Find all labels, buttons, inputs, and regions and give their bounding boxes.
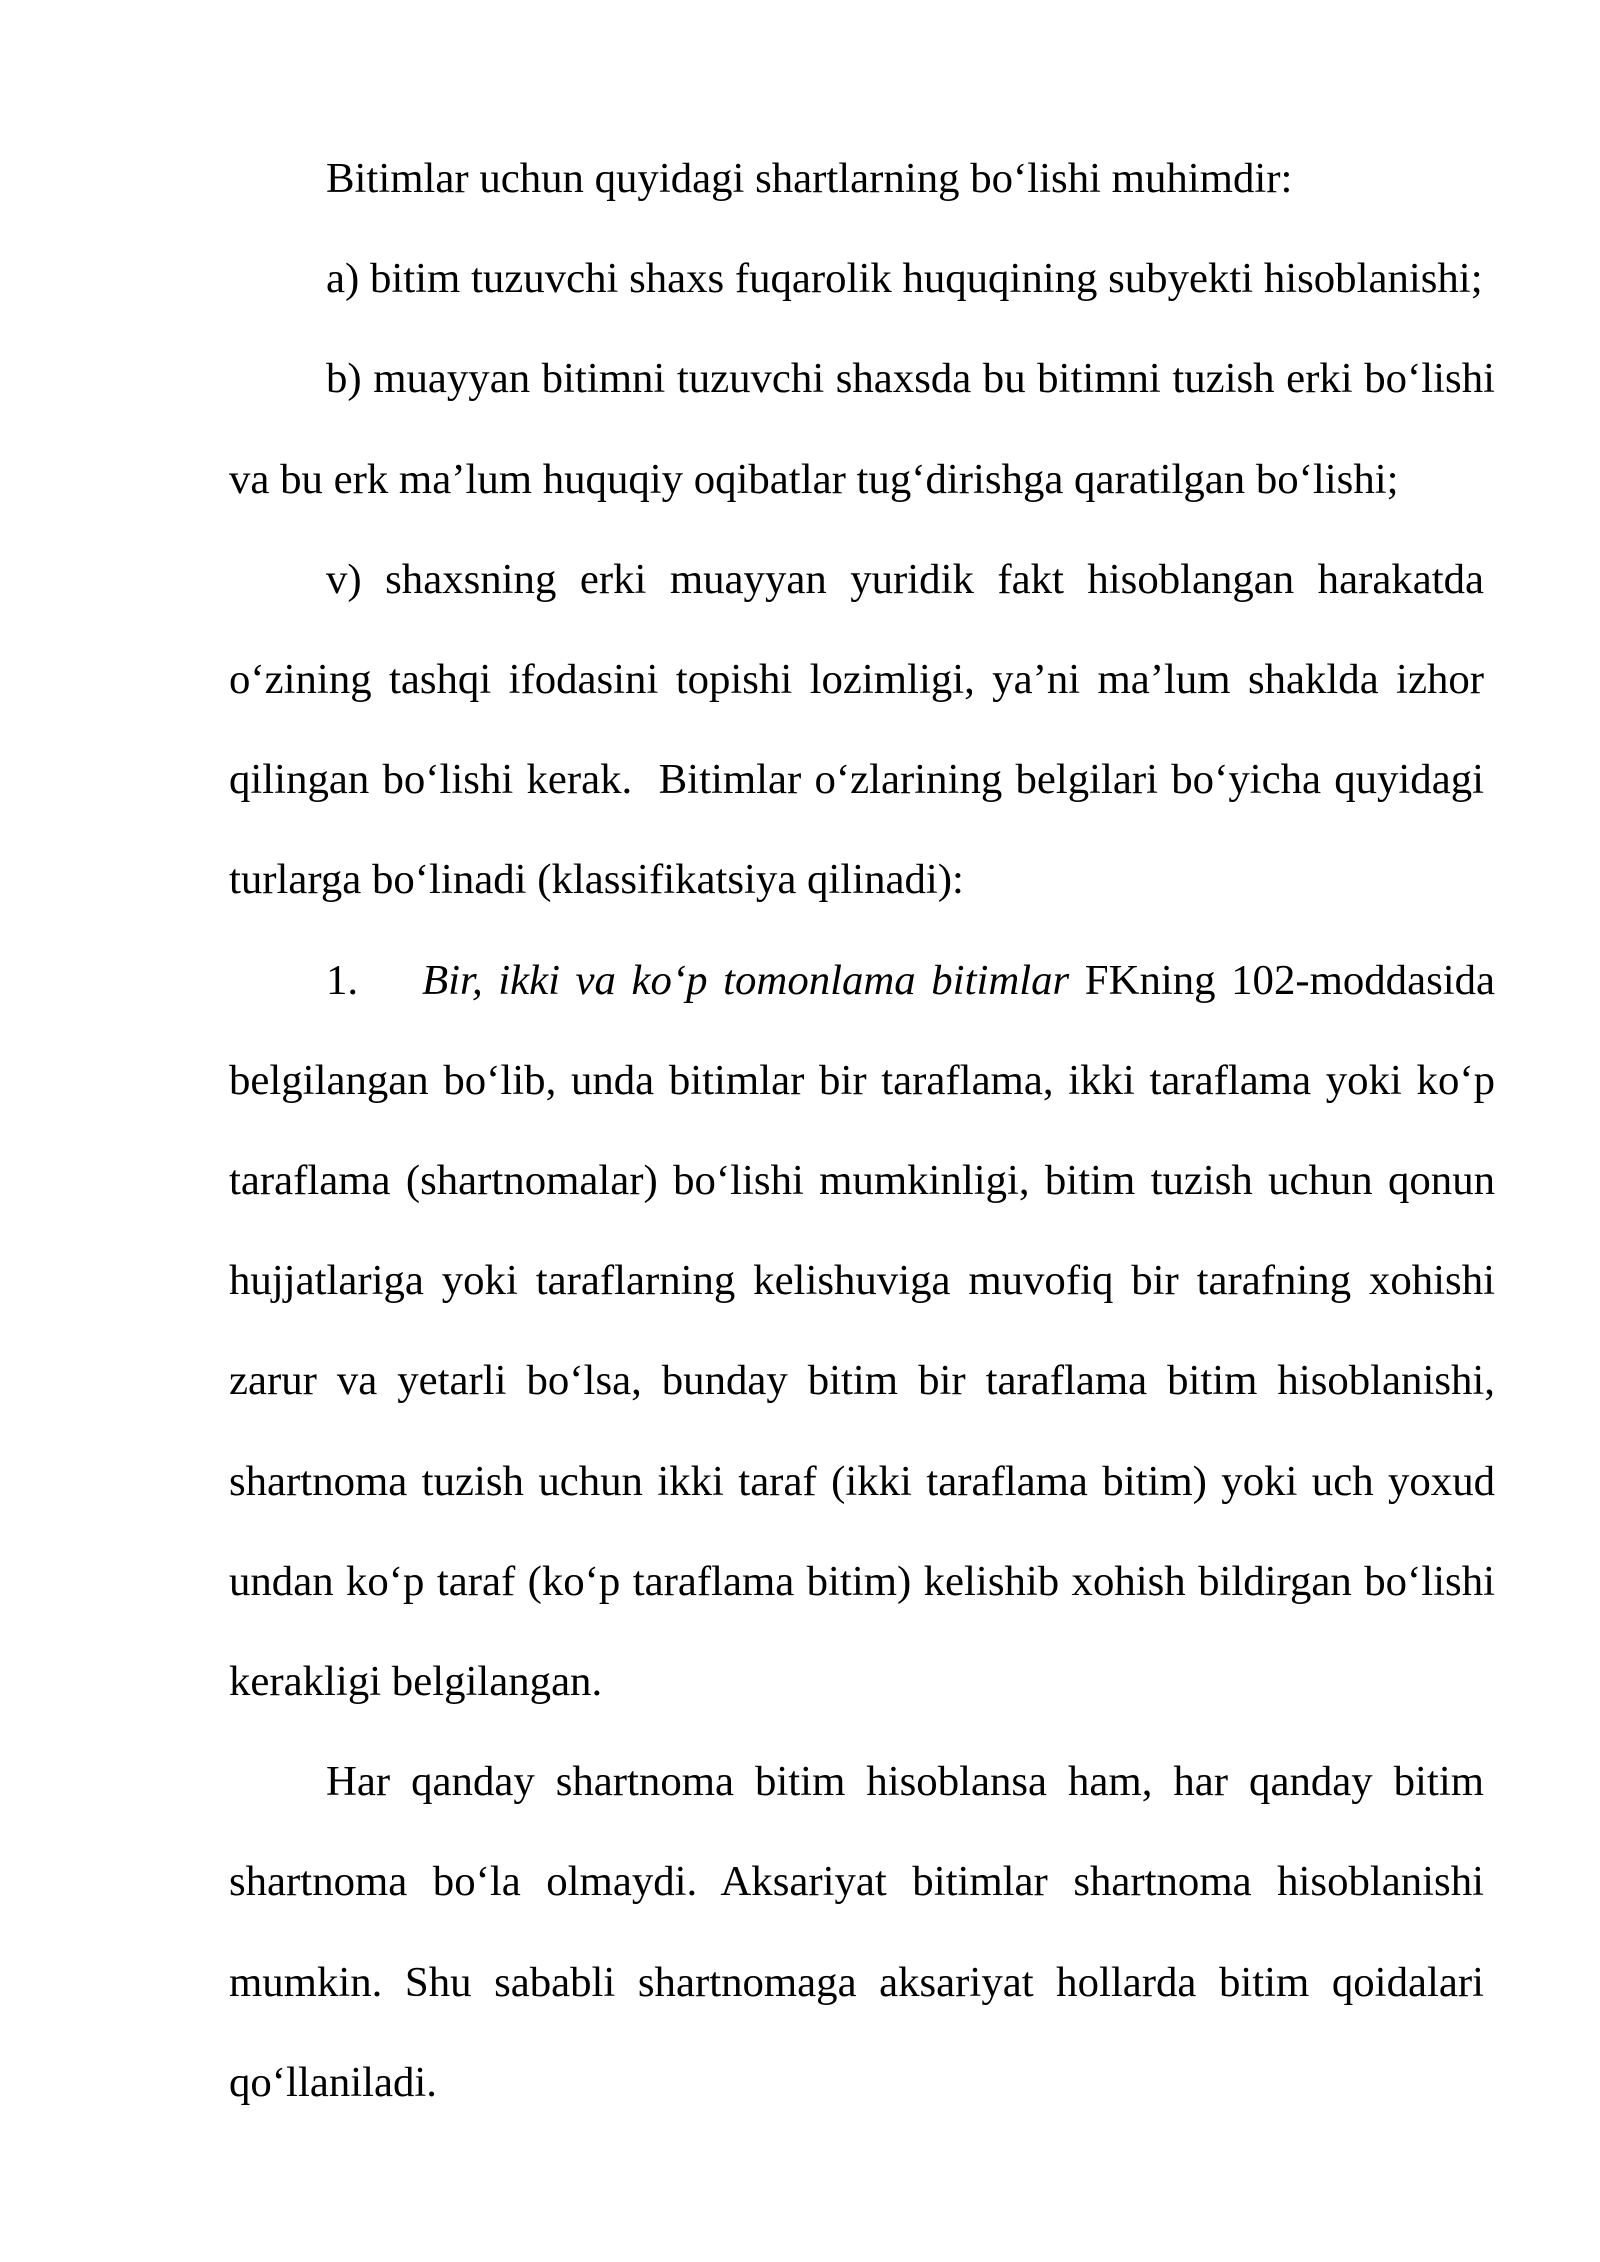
condition-text: shaxsning erki muayyan yuridik fakt hisoblangan harakatda bbox=[385, 555, 1484, 603]
condition-text: muayyan bitimni tuzuvchi shaxsda bu bitimni tuzish erki bo‘lishi bbox=[373, 355, 1495, 403]
text-line bbox=[229, 329, 1495, 429]
text-line: belgilangan bo‘lib, unda bitimlar bir taraflama, ikki taraflama yoki ko‘p bbox=[229, 1056, 1495, 1104]
condition-v bbox=[229, 530, 1484, 931]
text-line: va bu erk ma’lum huquqiy oqibatlar tug‘dirishga qaratilgan bo‘lishi; bbox=[229, 455, 1399, 503]
paragraph-intro bbox=[229, 129, 1495, 229]
text-line: zarur va yetarli bo‘lsa, bunday bitim bir taraflama bitim hisoblanishi, bbox=[229, 1357, 1495, 1405]
text-line: Har qanday shartnoma bitim hisoblansa ham, har qanday bitim bbox=[326, 1758, 1484, 1806]
text-line: hujjatlariga yoki taraflarning kelishuviga muvofiq bir tarafning xohishi bbox=[229, 1257, 1495, 1305]
text-line bbox=[229, 530, 1484, 630]
item-text: FKning 102-moddasida bbox=[1084, 956, 1496, 1004]
text-line: shartnoma bo‘la olmaydi. Aksariyat bitimlar shartnoma hisoblanishi bbox=[229, 1858, 1484, 1906]
text-line bbox=[229, 229, 1495, 329]
list-marker: v) bbox=[326, 555, 362, 603]
condition-text: bitim tuzuvchi shaxs fuqarolik huquqining subyekti hisoblanishi; bbox=[369, 255, 1483, 303]
condition-b bbox=[229, 329, 1495, 529]
text-line: o‘zining tashqi ifodasini topishi lozimligi, ya’ni ma’lum shaklda izhor bbox=[229, 656, 1484, 704]
paragraph-closing bbox=[229, 1732, 1484, 2133]
text-line bbox=[229, 931, 1495, 1031]
text-line: Bitimlar uchun quyidagi shartlarning bo‘lishi muhimdir: bbox=[326, 155, 1293, 202]
classification-item-1 bbox=[229, 931, 1495, 1733]
text-line: qilingan bo‘lishi kerak. Bitimlar o‘zlarining belgilari bo‘yicha quyidagi bbox=[229, 756, 1484, 804]
text-line: taraflama (shartnomalar) bo‘lishi mumkinligi, bitim tuzish uchun qonun bbox=[229, 1157, 1495, 1205]
text-line: kerakligi belgilangan. bbox=[229, 1658, 603, 1706]
list-marker: b) bbox=[326, 355, 362, 403]
document-page bbox=[229, 129, 1495, 2133]
italic-term: Bir, ikki va ko‘p tomonlama bitimlar bbox=[422, 956, 1070, 1004]
list-marker: a) bbox=[326, 255, 360, 303]
text-line: shartnoma tuzish uchun ikki taraf (ikki taraflama bitim) yoki uch yoxud bbox=[229, 1457, 1495, 1505]
condition-a bbox=[229, 229, 1495, 329]
list-number: 1. bbox=[326, 956, 359, 1004]
text-line: turlarga bo‘linadi (klassifikatsiya qilinadi): bbox=[229, 856, 964, 904]
text-line: qo‘llaniladi. bbox=[229, 2058, 437, 2106]
text-line: mumkin. Shu sababli shartnomaga aksariyat hollarda bitim qoidalari bbox=[229, 1958, 1484, 2006]
text-line: undan ko‘p taraf (ko‘p taraflama bitim) kelishib xohish bildirgan bo‘lishi bbox=[229, 1557, 1495, 1605]
